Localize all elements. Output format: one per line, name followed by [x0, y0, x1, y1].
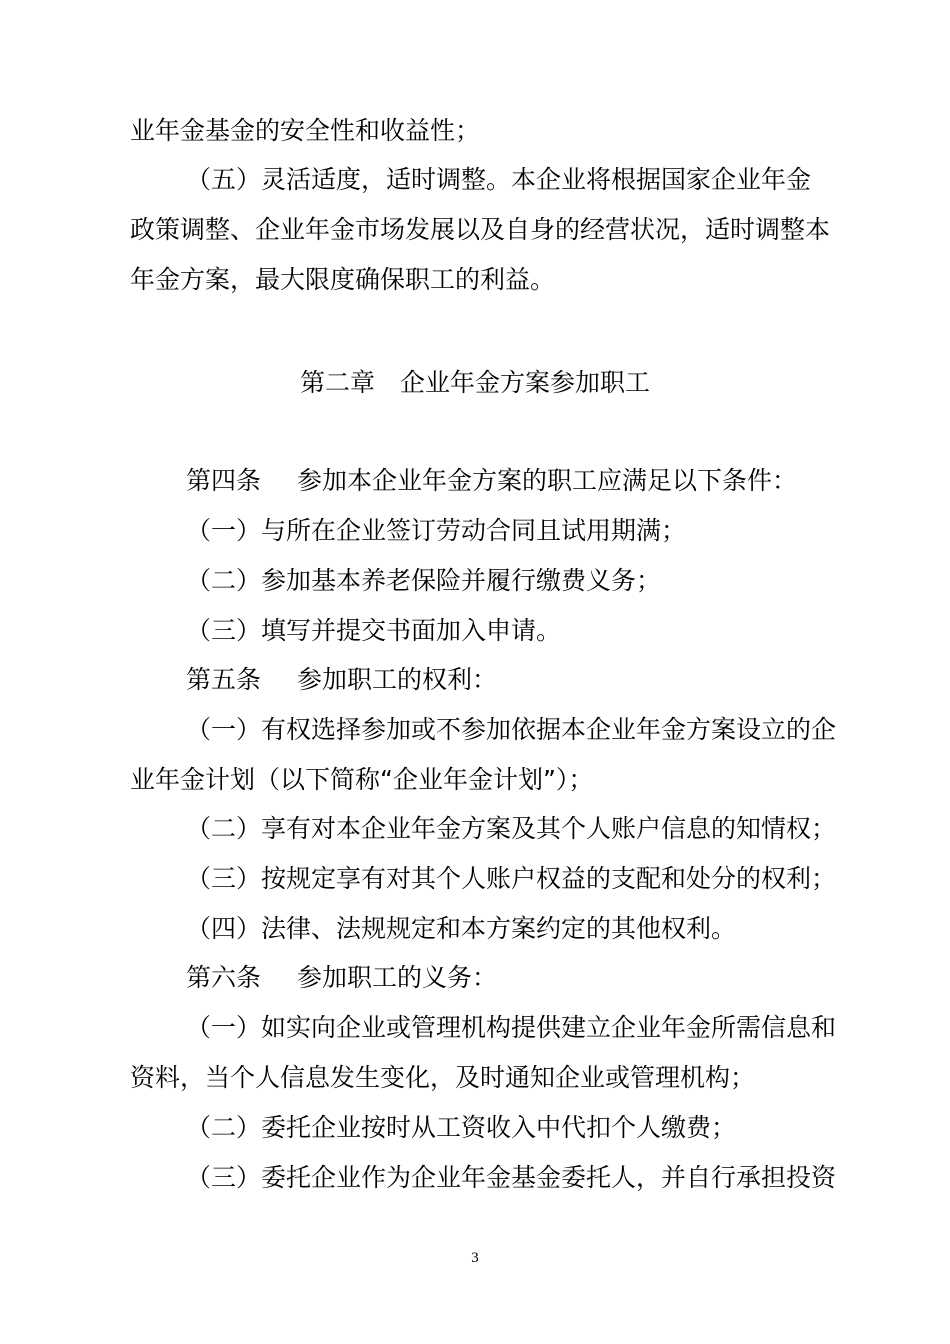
list-item-text: （二）享有对本企业年金方案及其个人账户信息的知情权； [186, 814, 837, 843]
list-item-text: （一）有权选择参加或不参加依据本企业年金方案设立的企 [186, 715, 837, 744]
article-text: 参加职工的义务： [297, 963, 498, 992]
text-line: 政策调整、企业年金市场发展以及自身的经营状况，适时调整本 [130, 215, 831, 244]
article-text: 参加职工的权利： [297, 665, 498, 694]
list-item-text: （三）按规定享有对其个人账户权益的支配和处分的权利； [186, 864, 837, 893]
text-line: 年金方案，最大限度确保职工的利益。 [130, 265, 556, 294]
article-heading: 第五条 [186, 665, 262, 694]
list-item-text: （三）委托企业作为企业年金基金委托人，并自行承担投资 [186, 1163, 837, 1192]
list-item-text: 业年金计划（以下简称“企业年金计划”）； [130, 765, 594, 794]
page-number: 3 [471, 1250, 479, 1266]
chapter-title: 第二章 企业年金方案参加职工 [299, 368, 650, 397]
list-item-text: （二）参加基本养老保险并履行缴费义务； [186, 566, 662, 595]
list-item-text: （一）如实向企业或管理机构提供建立企业年金所需信息和 [186, 1013, 837, 1042]
list-item-text: 资料，当个人信息发生变化，及时通知企业或管理机构； [130, 1063, 756, 1092]
list-item-text: （四）法律、法规规定和本方案约定的其他权利。 [186, 914, 737, 943]
list-item-text: （二）委托企业按时从工资收入中代扣个人缴费； [186, 1113, 737, 1142]
text-line: （五）灵活适度，适时调整。本企业将根据国家企业年金 [186, 165, 812, 194]
article-heading: 第六条 [186, 963, 262, 992]
text-line: 业年金基金的安全性和收益性； [130, 116, 481, 145]
list-item-text: （三）填写并提交书面加入申请。 [186, 616, 562, 645]
article-heading: 第四条 [186, 466, 262, 495]
list-item-text: （一）与所在企业签订劳动合同且试用期满； [186, 516, 687, 545]
article-text: 参加本企业年金方案的职工应满足以下条件： [297, 466, 798, 495]
